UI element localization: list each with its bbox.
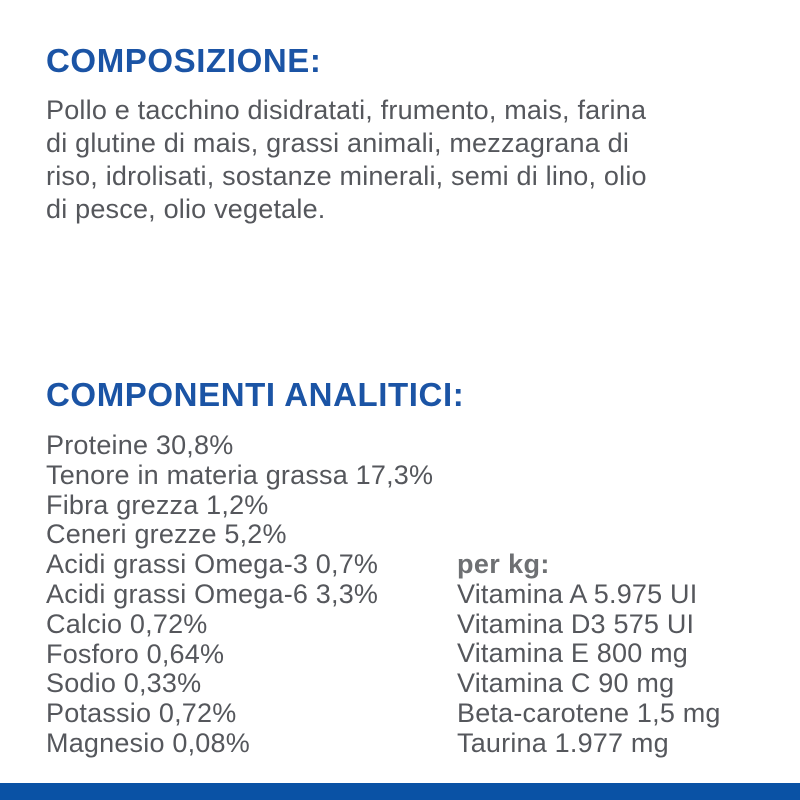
brand-footer-bar xyxy=(0,783,800,800)
analytical-item-vitamina-a: Vitamina A 5.975 UI xyxy=(457,578,698,609)
analytical-item-potassio: Potassio 0,72% xyxy=(46,698,237,729)
ingredients-line-3: riso, idrolisati, sostanze minerali, semi di lino, olio xyxy=(46,161,647,191)
analytical-item-magnesio: Magnesio 0,08% xyxy=(46,727,250,758)
ingredients-line-2: di glutine di mais, grassi animali, mezzagrana di xyxy=(46,128,630,158)
analytical-item-vitamina-d3: Vitamina D3 575 UI xyxy=(457,608,695,639)
analytical-columns xyxy=(46,431,766,759)
ingredients-line-4: di pesce, olio vegetale. xyxy=(46,194,326,224)
analytical-item-taurina: Taurina 1.977 mg xyxy=(457,727,669,758)
composition-ingredients xyxy=(46,94,647,226)
analytical-item-calcio: Calcio 0,72% xyxy=(46,608,208,639)
analytical-item-vitamina-c: Vitamina C 90 mg xyxy=(457,668,675,699)
analytical-right-column xyxy=(457,550,721,759)
analytical-item-omega6: Acidi grassi Omega-6 3,3% xyxy=(46,578,379,609)
analytical-item-grassa: Tenore in materia grassa 17,3% xyxy=(46,459,434,490)
analytical-item-ceneri: Ceneri grezze 5,2% xyxy=(46,519,287,550)
analytical-item-fibra: Fibra grezza 1,2% xyxy=(46,489,269,520)
analytical-item-omega3: Acidi grassi Omega-3 0,7% xyxy=(46,549,379,580)
composition-heading: COMPOSIZIONE: xyxy=(46,42,322,79)
analytical-item-fosforo: Fosforo 0,64% xyxy=(46,638,225,669)
analytical-item-vitamina-e: Vitamina E 800 mg xyxy=(457,638,689,669)
per-kg-label: per kg: xyxy=(457,549,550,579)
vitamins-list xyxy=(457,580,721,759)
ingredients-line-1: Pollo e tacchino disidratati, frumento, mais, farina xyxy=(46,95,647,125)
analytical-item-proteine: Proteine 30,8% xyxy=(46,430,234,460)
analytical-item-beta-carotene: Beta-carotene 1,5 mg xyxy=(457,697,721,728)
analytical-heading: COMPONENTI ANALITICI: xyxy=(46,376,465,413)
analytical-item-sodio: Sodio 0,33% xyxy=(46,668,202,699)
